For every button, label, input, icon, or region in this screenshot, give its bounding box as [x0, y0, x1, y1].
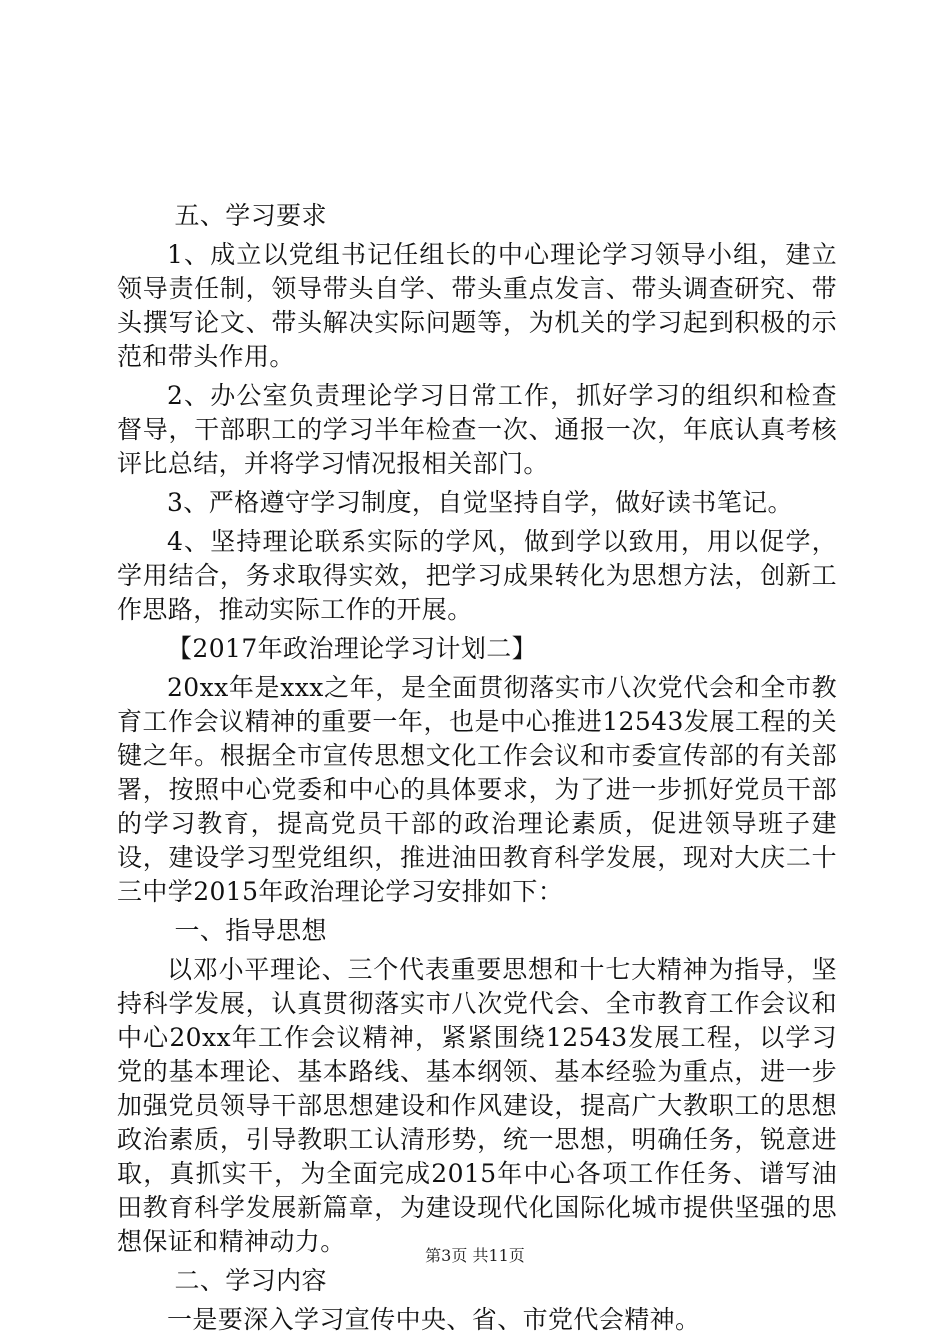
- section-heading-study-content: 二、学习内容: [174, 1266, 327, 1295]
- section-heading-study-requirements: 五、学习要求: [174, 201, 327, 230]
- paragraph-plan-intro: 20xx年是xxx之年，是全面贯彻落实市八次党代会和全市教育工作会议精神的重要一年，也是中心推进12543发展工程的关键之年。根据全市宣传思想文化工作会议和市委宣传部的有关部署，按照中心党委和中心的具体要求，为了进一步抓好党员干部的学习教育，提高党员干部的政治理论素质，促进领导班子建设，建设学习型党组织，推进油田教育科学发展，现对大庆二十三中学2015年政治理论学习安排如下：: [117, 673, 837, 906]
- paragraph-requirement-3: 3、严格遵守学习制度，自觉坚持自学，做好读书笔记。: [167, 488, 793, 517]
- section-heading-guiding-ideology: 一、指导思想: [174, 916, 327, 945]
- section-title-plan-two: 【2017年政治理论学习计划二】: [167, 634, 538, 663]
- paragraph-requirement-2: 2、办公室负责理论学习日常工作，抓好学习的组织和检查督导，干部职工的学习半年检查一次、通报一次，年底认真考核评比总结，并将学习情况报相关部门。: [117, 381, 837, 478]
- paragraph-requirement-4: 4、坚持理论联系实际的学风，做到学以致用，用以促学，学用结合，务求取得实效，把学习成果转化为思想方法，创新工作思路，推动实际工作的开展。: [117, 527, 837, 624]
- document-body: [117, 199, 837, 1342]
- paragraph-guiding-ideology: 以邓小平理论、三个代表重要思想和十七大精神为指导，坚持科学发展，认真贯彻落实市八次党代会、全市教育工作会议和中心20xx年工作会议精神，紧紧围绕12543发展工程，以学习党的基本理论、基本路线、基本纲领、基本经验为重点，进一步加强党员领导干部思想建设和作风建设，提高广大教职工的思想政治素质，引导教职工认清形势，统一思想，明确任务，锐意进取，真抓实干，为全面完成2015年中心各项工作任务、谱写油田教育科学发展新篇章，为建设现代化国际化城市提供坚强的思想保证和精神动力。: [117, 955, 837, 1256]
- paragraph-requirement-1: 1、成立以党组书记任组长的中心理论学习领导小组，建立领导责任制，领导带头自学、带头重点发言、带头调查研究、带头撰写论文、带头解决实际问题等，为机关的学习起到积极的示范和带头作用。: [117, 240, 837, 371]
- page-footer: 第3页 共11页: [425, 1246, 525, 1265]
- paragraph-study-content-1: 一是要深入学习宣传中央、省、市党代会精神。: [167, 1305, 701, 1334]
